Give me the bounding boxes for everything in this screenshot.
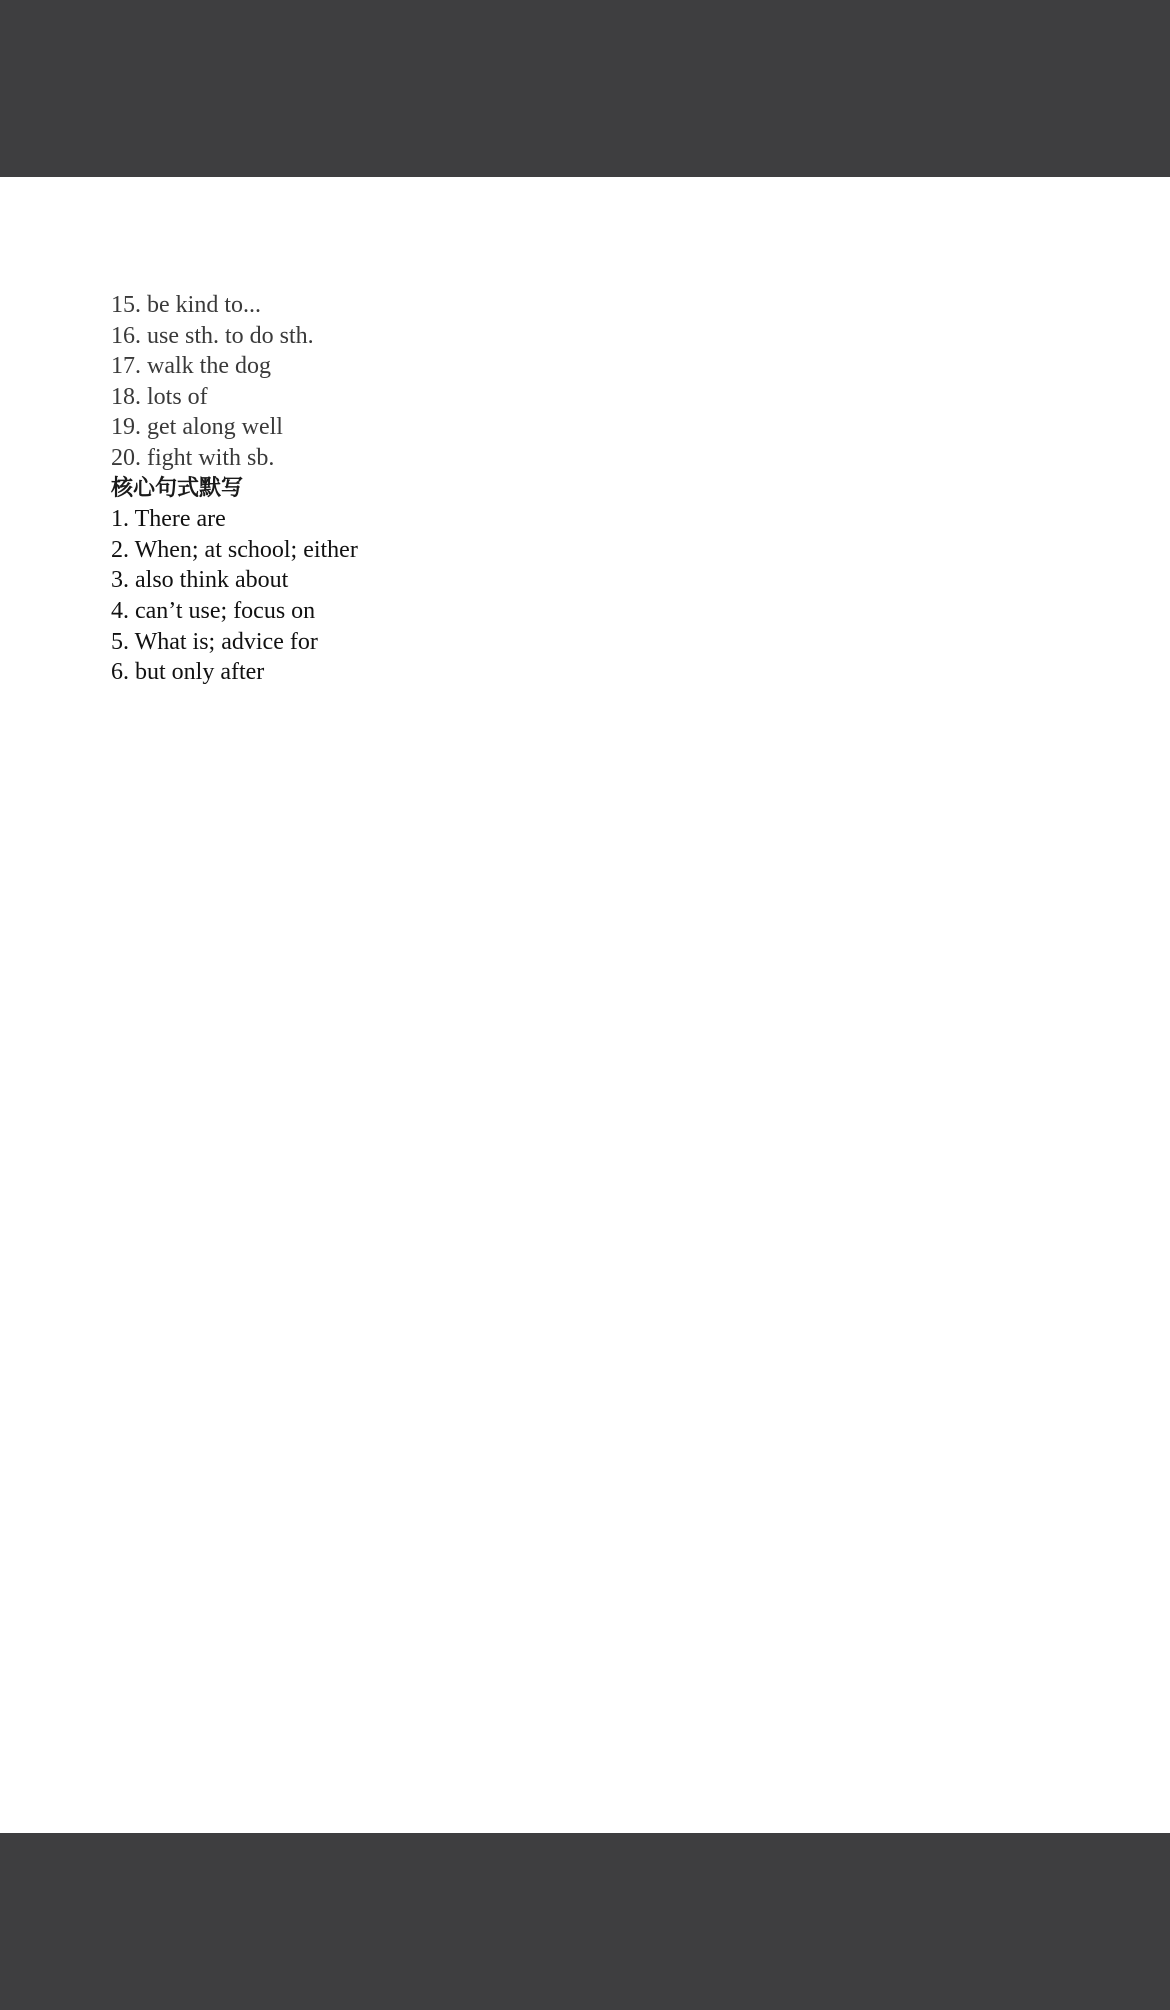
sentence-line: 1. There are xyxy=(111,506,226,533)
section-heading: 核心句式默写 xyxy=(111,475,244,501)
sentence-line: 5. What is; advice for xyxy=(111,628,318,655)
sentence-line: 6. but only after xyxy=(111,659,265,686)
phrase-line: 19. get along well xyxy=(111,414,283,441)
viewer-top-bar xyxy=(0,0,1170,177)
sentence-line: 3. also think about xyxy=(111,567,289,594)
document-page xyxy=(0,177,1170,1833)
phrase-line: 16. use sth. to do sth. xyxy=(111,322,314,349)
phrase-line: 17. walk the dog xyxy=(111,353,271,380)
phrase-line: 18. lots of xyxy=(111,383,208,410)
sentence-line: 2. When; at school; either xyxy=(111,536,358,563)
phrase-line: 15. be kind to... xyxy=(111,292,261,318)
sentence-line: 4. can’t use; focus on xyxy=(111,597,316,624)
answer-text-block xyxy=(111,290,358,688)
viewer-bottom-bar xyxy=(0,1833,1170,2010)
phrase-line: 20. fight with sb. xyxy=(111,444,275,471)
